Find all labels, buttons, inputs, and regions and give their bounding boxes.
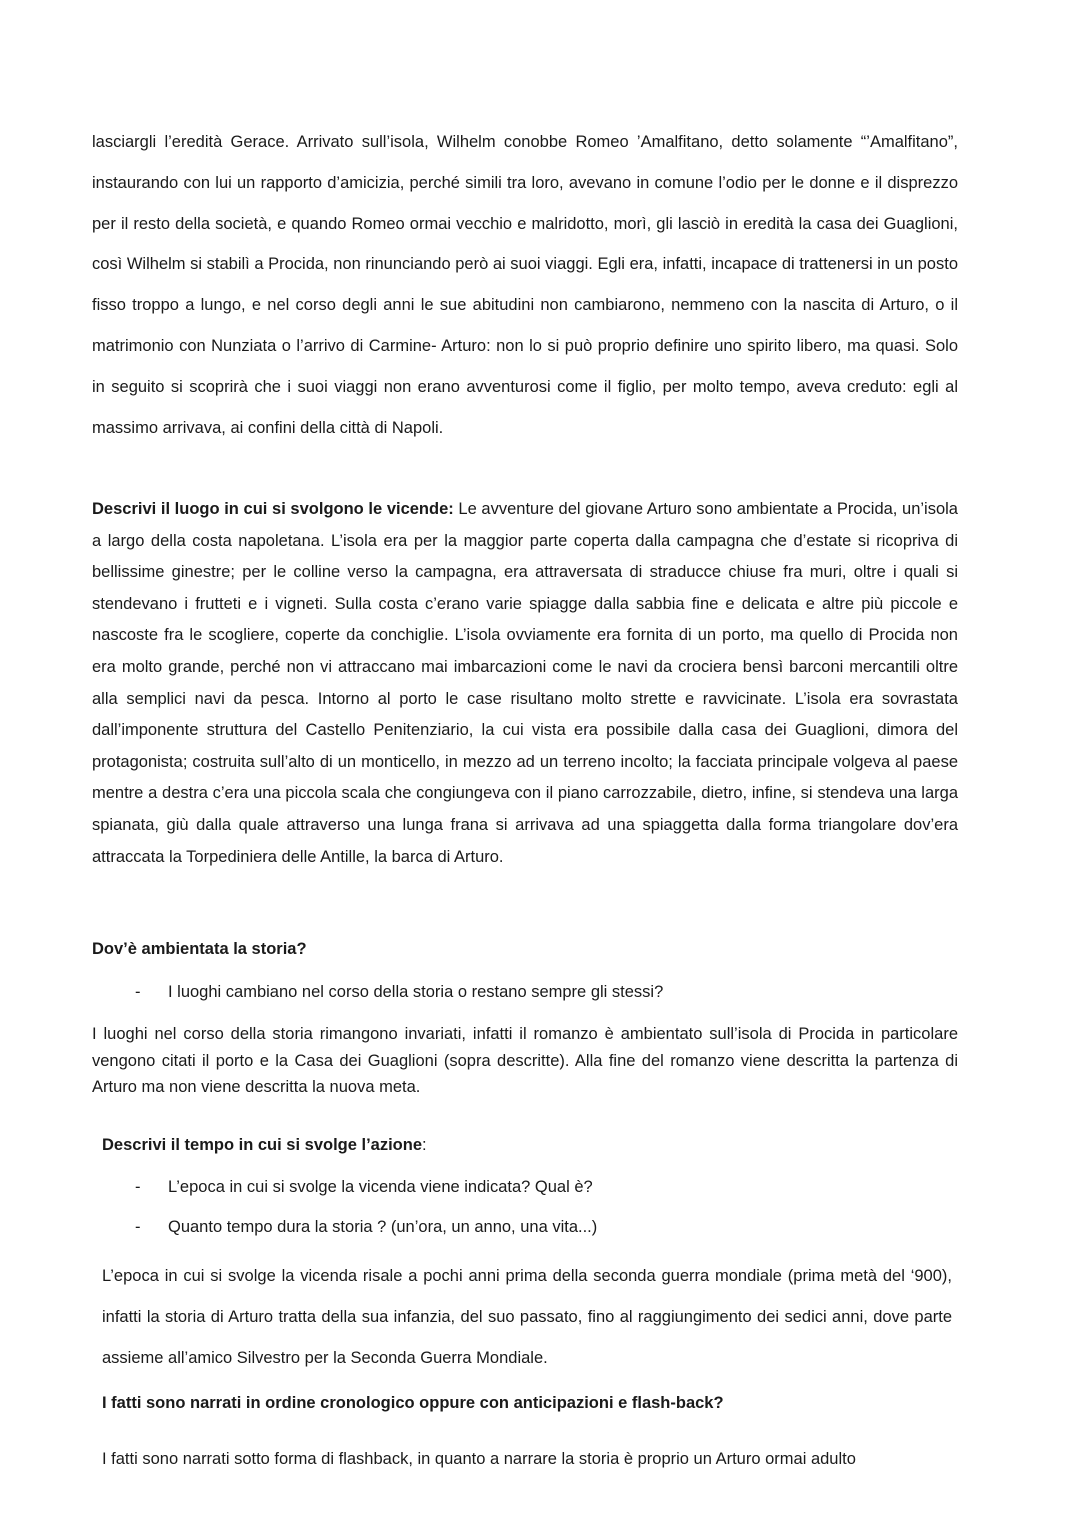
bullet-time-epoch [135, 1178, 935, 1200]
bullet-time-epoch-text: L’epoca in cui si svolge la vicenda viene indicata? Qual è? [168, 1178, 593, 1196]
paragraph-order-answer: I fatti sono narrati sotto forma di flashback, in quanto a narrare la storia è proprio un Arturo ormai adulto [102, 1450, 856, 1468]
bullet-dash: - [135, 983, 141, 1001]
bullet-dash: - [135, 1178, 141, 1196]
answer-place: Le avventure del giovane Arturo sono ambientate a Procida, un’isola a largo della costa napoletana. L’isola era per la maggior parte coperta dalla campagna che d’estate si ricopriva di bellissime ginestre; per le colline verso la campagna, era attraversata di straducce chiuse fra muri, oltre i quali si stendevano i frutteti e i vigneti. Sulla costa c’erano varie spiagge dalla sabbia fine e delicata e altre più piccole e nascoste fra le scogliere, coperte da conchiglie. L’isola ovviamente era fornita di un porto, ma quello di Procida non era molto grande, perché non vi attraccano mai imbarcazioni come le navi da crociera bensì barconi mercantili oltre alla semplici navi da pesca. Intorno al porto le case risultano molto strette e ravvicinate. L’isola era sovrastata dall’imponente struttura del Castello Penitenziario, la cui vista era possibile dalla casa dei Guaglioni, dimora del protagonista; costruita sull’alto di un monticello, in mezzo ad un terreno incolto; la facciata principale volgeva al paese mentre a destra c’era una piccola scala che congiungeva con il piano carrozzabile, dietro, infine, si stendeva una larga spianata, giù dalla quale attraverso una lunga frana si arrivava ad una spiaggetta dalla forma triangolare dov’era attraccata la Torpediniera delle Antille, la barca di Arturo. [92, 500, 958, 866]
question-place: Descrivi il luogo in cui si svolgono le vicende: [92, 500, 454, 518]
bullet-setting-text: I luoghi cambiano nel corso della storia o restano sempre gli stessi? [168, 983, 664, 1001]
paragraph-wilhelm: lasciargli l’eredità Gerace. Arrivato sull’isola, Wilhelm conobbe Romeo ’Amalfitano, detto solamente “’Amalfitano”, instaurando con lui un rapporto d’amicizia, perché simili tra loro, avevano in comune l’odio per le donne e il disprezzo per il resto della società, e quando Romeo ormai vecchio e malridotto, morì, gli lasciò in eredità la casa dei Guaglioni, così Wilhelm si stabilì a Procida, non rinunciando però ai suoi viaggi. Egli era, infatti, incapace di trattenersi in un posto fisso troppo a lungo, e nel corso degli anni le sue abitudini non cambiarono, nemmeno con la nascita di Arturo, o il matrimonio con Nunziata o l’arrivo di Carmine- Arturo: non lo si può proprio definire uno spirito libero, ma quasi. Solo in seguito si scoprirà che i suoi viaggi non erano avventurosi come il figlio, per molto tempo, aveva creduto: egli al massimo arrivava, ai confini della città di Napoli. [92, 133, 958, 437]
bullet-time-duration [135, 1218, 935, 1240]
heading-time [102, 1136, 427, 1155]
paragraph-setting-answer: I luoghi nel corso della storia rimangono invariati, infatti il romanzo è ambientato sull’isola di Procida in particolare vengono citati il porto e la Casa dei Guaglioni (sopra descritte). Alla fine del romanzo viene descritta la partenza di Arturo ma non viene descritta la nuova meta. [92, 1025, 958, 1096]
paragraph-time-answer: L’epoca in cui si svolge la vicenda risale a pochi anni prima della seconda guerra mondiale (prima metà del ‘900), infatti la storia di Arturo tratta della sua infanzia, del suo passato, fino al raggiungimento dei sedici anni, dove parte assieme all’amico Silvestro per la Seconda Guerra Mondiale. [102, 1267, 952, 1367]
paragraph-place [92, 494, 958, 873]
bullet-time-duration-text: Quanto tempo dura la storia ? (un’ora, un anno, una vita...) [168, 1218, 598, 1236]
heading-time-colon: : [422, 1136, 427, 1154]
heading-order: I fatti sono narrati in ordine cronologico oppure con anticipazioni e flash-back? [102, 1394, 724, 1412]
heading-time-text: Descrivi il tempo in cui si svolge l’azione [102, 1136, 423, 1154]
bullet-dash: - [135, 1218, 141, 1236]
heading-setting: Dov’è ambientata la storia? [92, 940, 307, 958]
bullet-setting [135, 983, 935, 1005]
